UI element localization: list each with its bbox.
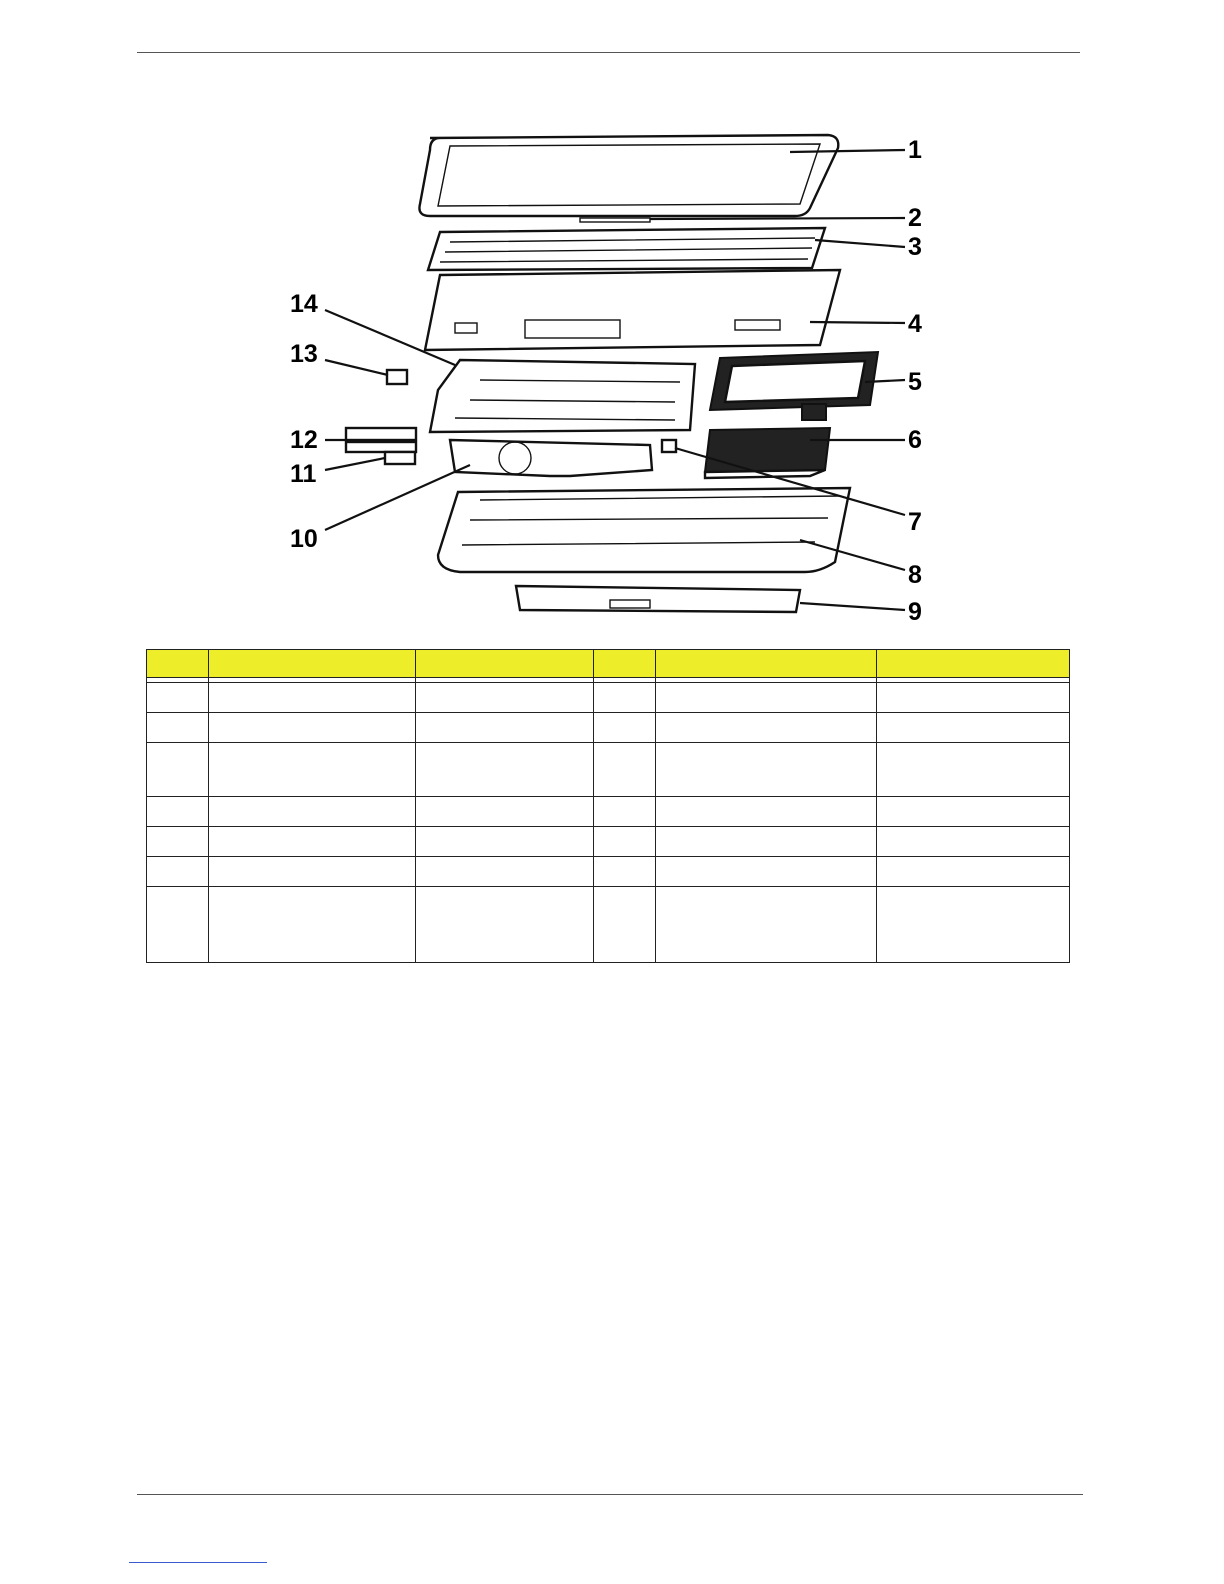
table-cell bbox=[594, 683, 656, 713]
table-cell bbox=[416, 683, 594, 713]
table-cell bbox=[209, 827, 416, 857]
callout-10: 10 bbox=[290, 525, 318, 553]
part-lower-case bbox=[438, 488, 850, 572]
table-cell bbox=[209, 887, 416, 963]
part-lcd-module bbox=[419, 135, 838, 216]
table-row bbox=[147, 797, 1070, 827]
part-mainboard bbox=[430, 360, 695, 432]
table-cell bbox=[877, 743, 1070, 797]
table-cell bbox=[877, 683, 1070, 713]
table-row bbox=[147, 827, 1070, 857]
exploded-view-diagram bbox=[280, 120, 960, 640]
table-header-cell bbox=[877, 650, 1070, 678]
table-cell bbox=[147, 797, 209, 827]
table-cell bbox=[656, 857, 877, 887]
table-cell bbox=[877, 713, 1070, 743]
table-row bbox=[147, 887, 1070, 963]
callout-8: 8 bbox=[908, 561, 922, 589]
table-cell bbox=[656, 827, 877, 857]
callout-11: 11 bbox=[290, 460, 317, 488]
table-cell bbox=[594, 713, 656, 743]
table-cell bbox=[147, 683, 209, 713]
callout-6: 6 bbox=[908, 426, 922, 454]
table-cell bbox=[656, 713, 877, 743]
table-cell bbox=[594, 857, 656, 887]
callout-13: 13 bbox=[290, 340, 318, 368]
table-cell bbox=[877, 887, 1070, 963]
table-cell bbox=[209, 743, 416, 797]
table-cell bbox=[416, 857, 594, 887]
part-strip bbox=[580, 218, 650, 222]
callout-12: 12 bbox=[290, 426, 318, 454]
part-memory bbox=[346, 428, 416, 452]
table-cell bbox=[656, 683, 877, 713]
header-rule bbox=[137, 52, 1080, 53]
table-cell bbox=[594, 797, 656, 827]
table-cell bbox=[877, 827, 1070, 857]
table-cell bbox=[209, 857, 416, 887]
part-13 bbox=[387, 370, 407, 384]
table-cell bbox=[147, 827, 209, 857]
table-header-row bbox=[147, 650, 1070, 678]
table-cell bbox=[656, 887, 877, 963]
table-cell bbox=[656, 797, 877, 827]
table-cell bbox=[147, 857, 209, 887]
part-battery bbox=[516, 586, 800, 612]
table-header-cell bbox=[416, 650, 594, 678]
table-header-cell bbox=[656, 650, 877, 678]
callout-2: 2 bbox=[908, 204, 922, 232]
table-cell bbox=[656, 743, 877, 797]
table-cell bbox=[147, 713, 209, 743]
table-cell bbox=[416, 827, 594, 857]
table-cell bbox=[147, 887, 209, 963]
part-thermal-module bbox=[450, 440, 652, 476]
table-cell bbox=[209, 713, 416, 743]
footer-rule bbox=[137, 1494, 1083, 1495]
table-header-cell bbox=[594, 650, 656, 678]
table-cell bbox=[416, 743, 594, 797]
table-cell bbox=[594, 827, 656, 857]
parts-table bbox=[146, 649, 1070, 963]
table-cell bbox=[594, 743, 656, 797]
table-row bbox=[147, 857, 1070, 887]
footer-link-underline[interactable] bbox=[129, 1562, 267, 1563]
part-keyboard bbox=[428, 228, 825, 270]
part-11 bbox=[385, 452, 415, 464]
callout-9: 9 bbox=[908, 598, 922, 626]
part-6 bbox=[705, 428, 830, 478]
table-cell bbox=[209, 683, 416, 713]
table-row bbox=[147, 683, 1070, 713]
callout-7: 7 bbox=[908, 508, 922, 536]
part-upper-case bbox=[425, 270, 840, 350]
table-row bbox=[147, 713, 1070, 743]
callout-5: 5 bbox=[908, 368, 922, 396]
table-cell bbox=[416, 797, 594, 827]
table-cell bbox=[416, 887, 594, 963]
table-cell bbox=[416, 713, 594, 743]
callout-14: 14 bbox=[290, 290, 318, 318]
callout-1: 1 bbox=[908, 136, 922, 164]
table-row bbox=[147, 743, 1070, 797]
table-cell bbox=[877, 857, 1070, 887]
table-cell bbox=[147, 743, 209, 797]
callout-4: 4 bbox=[908, 310, 922, 338]
part-7 bbox=[662, 440, 676, 452]
table-header-cell bbox=[147, 650, 209, 678]
table-cell bbox=[209, 797, 416, 827]
callout-3: 3 bbox=[908, 233, 922, 261]
table-cell bbox=[877, 797, 1070, 827]
part-5 bbox=[710, 352, 878, 410]
table-header-cell bbox=[209, 650, 416, 678]
table-cell bbox=[594, 887, 656, 963]
